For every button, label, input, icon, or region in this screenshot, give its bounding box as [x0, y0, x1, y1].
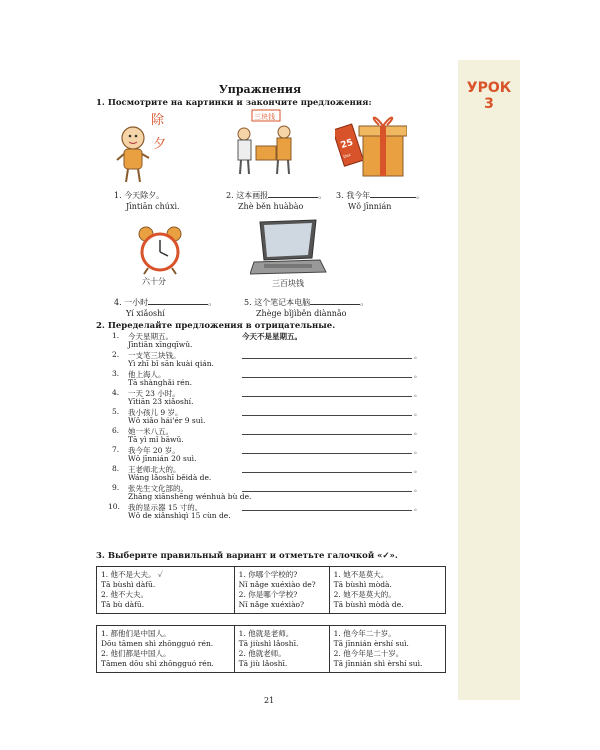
ex2-item-8: 8. 王老师北大的。 Wáng lǎoshī běidà de. 。: [112, 464, 422, 482]
ex2-answer-line[interactable]: [242, 377, 412, 378]
ex2-example-answer: 今天不是星期五。: [242, 332, 302, 341]
laptop-illustration: [250, 218, 328, 288]
ex1-item-4: 4. 一小时 。 Yí xiǎoshí: [114, 298, 217, 318]
checkmark-icon: ✓: [157, 570, 163, 579]
ex2-answer-line[interactable]: [242, 491, 412, 492]
ex1-heading: 1. Посмотрите на картинки и закончите предложения:: [96, 98, 372, 108]
svg-text:六十分: 六十分: [142, 277, 166, 286]
ex2-item-10: 10. 我的显示器 15 寸的。 Wǒ de xiǎnshìqì 15 cùn de. 。: [108, 502, 422, 520]
lesson-side-tab: [458, 60, 520, 700]
ex2-item-1: 1. 今天星期五。 Jīntiān xīngqīwǔ. 今天不是星期五。: [112, 331, 302, 349]
ex1-blank-2[interactable]: [268, 190, 318, 198]
ex1-blank-4[interactable]: [148, 297, 208, 305]
ex1-item-2: 2. 这本画报 。 Zhè běn huàbào: [226, 191, 327, 211]
choice-cell[interactable]: 1. 他就是老师。 Tā jiùshì lǎoshī. 2. 他就老师。 Tā jiù lǎoshī.: [234, 626, 329, 673]
ex3-table-1: [96, 566, 446, 614]
ex2-item-9: 9. 张先生文化部的。 Zhāng xiānshēng wénhuà bù de. 。: [112, 483, 422, 501]
ex2-answer-line[interactable]: [242, 453, 412, 454]
svg-text:三块钱: 三块钱: [254, 113, 275, 121]
ex2-item-3: 3. 他上海人。 Tā shànghǎi rén. 。: [112, 369, 422, 387]
gift-box-illustration: [335, 108, 407, 182]
choice-cell[interactable]: 1. 他今年二十岁。 Tā jīnnián èrshí suì. 2. 他今年是二十岁。 Tā jīnnián shì èrshí suì.: [329, 626, 445, 673]
lesson-word: УРОК: [466, 80, 512, 96]
ex2-answer-line[interactable]: [242, 510, 412, 511]
ex1-blank-5[interactable]: [310, 297, 360, 305]
choice-cell[interactable]: 1. 他不是大夫。 ✓ Tā bùshì dàfū. 2. 他不大夫。 Tā bù dàfū.: [97, 567, 235, 614]
ex2-item-7: 7. 我今年 20 岁。 Wǒ jīnnián 20 suì. 。: [112, 445, 422, 463]
ex1-item-3: 3. 我今年 。 Wǒ jīnnián: [336, 191, 425, 211]
ex2-answer-line[interactable]: [242, 358, 412, 359]
lesson-tag: [458, 80, 520, 112]
ex3-table-2: [96, 625, 446, 673]
ex2-item-2: 2. 一支笔三块钱。 Yì zhī bǐ sān kuài qián. 。: [112, 350, 422, 368]
svg-text:25: 25: [339, 137, 355, 152]
alarm-clock-illustration: [132, 222, 188, 286]
ex2-answer-line[interactable]: [242, 472, 412, 473]
ex2-item-6: 6. 她一米八五。 Tā yì mǐ bāwǔ. 。: [112, 426, 422, 444]
ex2-answer-line[interactable]: [242, 434, 412, 435]
ex3-heading: 3. Выберите правильный вариант и отметьте галочкой «✓».: [96, 551, 398, 561]
svg-text:夕: 夕: [153, 137, 167, 152]
ex1-item-5: 5. 这个笔记本电脑 。 Zhège bǐjìběn diànnǎo: [244, 298, 369, 318]
boy-illustration: [115, 108, 175, 188]
ex2-heading: 2. Переделайте предложения в отрицательные.: [96, 321, 336, 331]
ex2-answer-line[interactable]: [242, 396, 412, 397]
choice-cell[interactable]: 1. 她不是莫大。 Tā bùshì mòdà. 2. 她不是莫大的。 Tā bùshì mòdà de.: [329, 567, 445, 614]
ex2-list: [96, 331, 426, 521]
ex1-item-1: 1. 今天除夕。 Jīntiān chúxì.: [114, 191, 180, 211]
choice-cell[interactable]: 1. 都他们是中国人。 Dōu tāmen shì zhōngguó rén. 2. 他们都是中国人。 Tāmen dōu shì zhōngguó rén.: [97, 626, 235, 673]
svg-text:除: 除: [151, 113, 165, 128]
ex2-item-5: 5. 我小孩儿 9 岁。 Wǒ xiǎo hái'ér 9 suì. 。: [112, 407, 422, 425]
svg-text:Dec: Dec: [342, 151, 352, 160]
page-number: 21: [264, 696, 275, 705]
ex2-answer-line[interactable]: [242, 415, 412, 416]
choice-cell[interactable]: 1. 你哪个学校的? Nǐ nǎge xuéxiào de? 2. 你是哪个学校? Nǐ nǎge xuéxiào?: [234, 567, 329, 614]
page-title: Упражнения: [218, 83, 302, 96]
ex1-blank-3[interactable]: [370, 190, 416, 198]
lesson-number: 3: [484, 96, 494, 112]
svg-text:三百块钱: 三百块钱: [272, 279, 304, 288]
shopping-illustration: [230, 108, 300, 178]
ex2-item-4: 4. 一天 23 小时。 Yītiān 23 xiǎoshí. 。: [112, 388, 422, 406]
